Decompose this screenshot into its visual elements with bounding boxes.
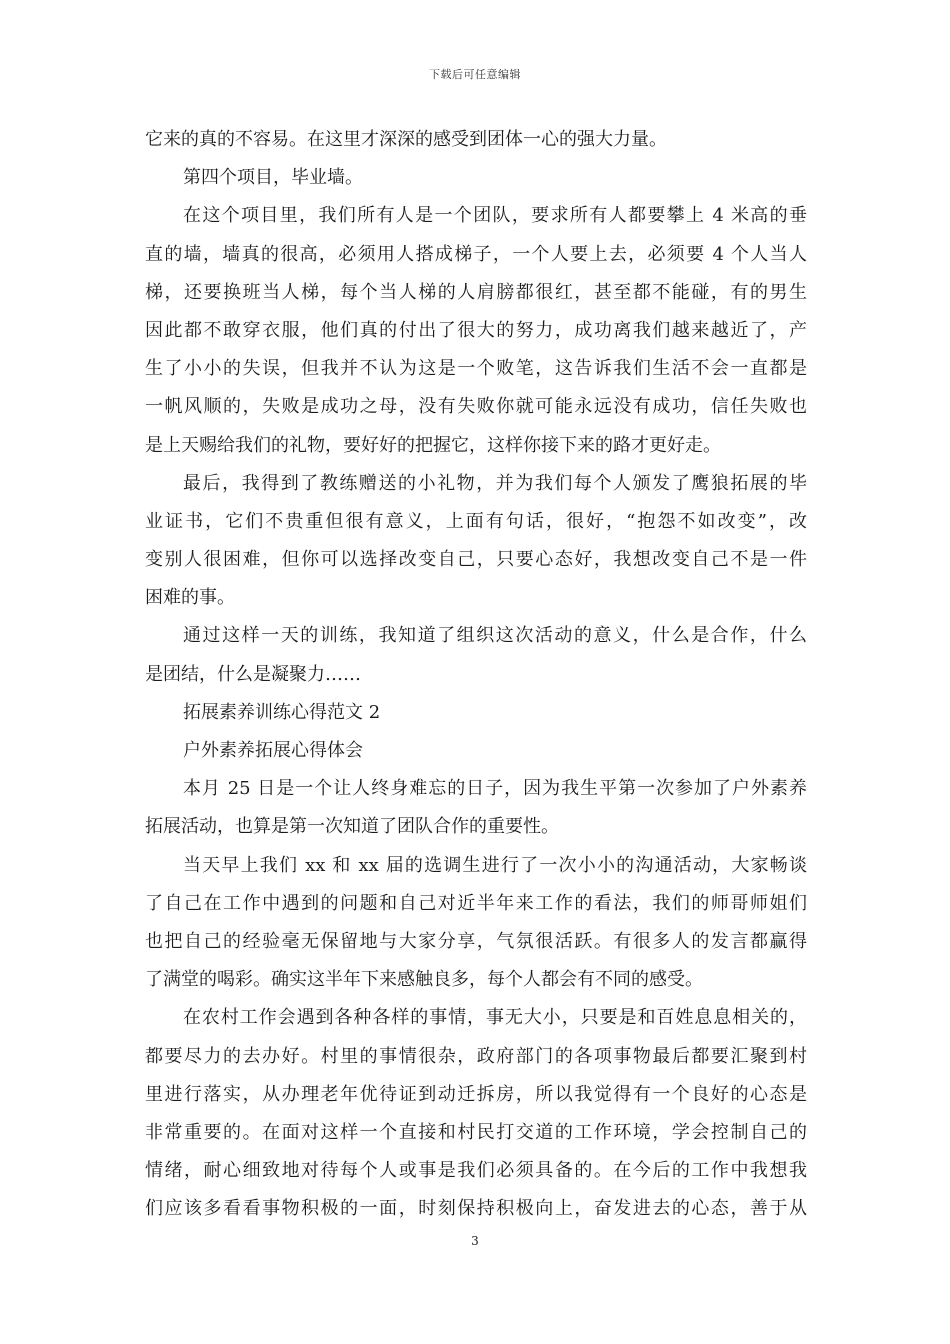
section-subtitle: 户外素养拓展心得体会 [183, 740, 363, 761]
page-number: 3 [471, 1234, 479, 1248]
text-line: 是上天赐给我们的礼物，要好好的把握它，这样你接下来的路才更好走。 [145, 434, 721, 456]
text-line: 在这个项目里，我们所有人是一个团队，要求所有人都要攀上 4 米高的垂 [183, 205, 807, 227]
text-line: 也把自己的经验毫无保留地与大家分享，气氛很活跃。有很多人的发言都赢得 [145, 930, 807, 952]
text-line: 当天早上我们 xx 和 xx 届的选调生进行了一次小小的沟通活动，大家畅谈 [183, 854, 807, 876]
page-header: 下载后可任意编辑 [429, 68, 521, 81]
text-line: 本月 25 日是一个让人终身难忘的日子，因为我生平第一次参加了户外素养 [183, 778, 807, 800]
text-line: 们应该多看看事物积极的一面，时刻保持积极向上，奋发进去的心态，善于从 [145, 1198, 807, 1220]
text-line: 直的墙，墙真的很高，必须用人搭成梯子，一个人要上去，必须要 4 个人当人 [145, 243, 807, 265]
text-line: 变别人很困难，但你可以选择改变自己，只要心态好，我想改变自己不是一件 [145, 549, 807, 571]
text-line: 都要尽力的去办好。村里的事情很杂，政府部门的各项事物最后都要汇聚到村 [145, 1045, 807, 1067]
text-line: 一帆风顺的，失败是成功之母，没有失败你就可能永远没有成功，信任失败也 [145, 396, 807, 418]
text-line: 梯，还要换班当人梯，每个当人梯的人肩膀都很红，甚至都不能碰，有的男生 [145, 281, 807, 303]
text-line: 生了小小的失误，但我并不认为这是一个败笔，这告诉我们生活不会一直都是 [145, 358, 807, 380]
text-line: 因此都不敢穿衣服，他们真的付出了很大的努力，成功离我们越来越近了，产 [145, 319, 807, 341]
text-line: 非常重要的。在面对这样一个直接和村民打交道的工作环境，学会控制自己的 [145, 1121, 807, 1143]
text-line: 最后，我得到了教练赠送的小礼物，并为我们每个人颁发了鹰狼拓展的毕 [183, 472, 807, 494]
text-line: 业证书，它们不贵重但很有意义，上面有句话，很好，“抱怨不如改变”，改 [145, 510, 807, 532]
section-title: 拓展素养训练心得范文 2 [183, 701, 381, 723]
text-line: 拓展活动，也算是第一次知道了团队合作的重要性。 [145, 816, 559, 838]
text-line: 是团结，什么是凝聚力…… [145, 663, 361, 685]
text-line: 了自己在工作中遇到的问题和自己对近半年来工作的看法，我们的师哥师姐们 [145, 892, 807, 914]
text-line: 情绪，耐心细致地对待每个人或事是我们必须具备的。在今后的工作中我想我 [145, 1160, 807, 1182]
body-text [145, 121, 807, 1228]
text-line: 了满堂的喝彩。确实这半年下来感触良多，每个人都会有不同的感受。 [145, 969, 703, 991]
text-line: 里进行落实，从办理老年优待证到动迁拆房，所以我觉得有一个良好的心态是 [145, 1083, 807, 1105]
text-line: 困难的事。 [145, 587, 235, 609]
text-line: 通过这样一天的训练，我知道了组织这次活动的意义，什么是合作，什么 [183, 625, 807, 647]
text-line: 它来的真的不容易。在这里才深深的感受到团体一心的强大力量。 [145, 129, 667, 150]
text-line: 第四个项目，毕业墙。 [183, 167, 363, 189]
text-line: 在农村工作会遇到各种各样的事情，事无大小，只要是和百姓息息相关的， [183, 1007, 807, 1029]
